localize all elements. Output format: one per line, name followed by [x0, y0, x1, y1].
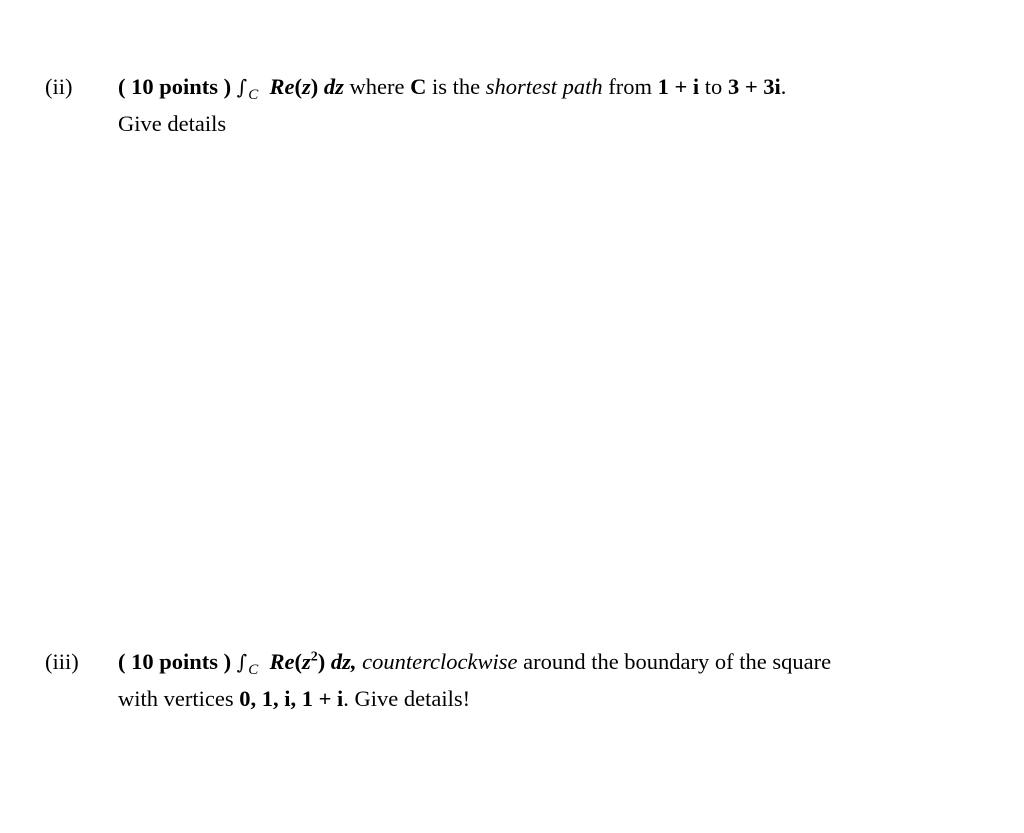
- points-label: ( 10 points ): [118, 74, 232, 99]
- problem-number: (ii): [45, 74, 73, 99]
- problem-body: [118, 70, 998, 140]
- text-to: to: [704, 74, 723, 99]
- integrand-paren-open: (: [294, 649, 302, 674]
- problem-statement-line-1: [118, 645, 998, 682]
- integrand-var: z: [301, 74, 311, 99]
- text-rest: around the boundary of the square: [523, 649, 832, 674]
- integrand-re: Re: [269, 74, 295, 99]
- problem-body: [118, 645, 998, 715]
- integral-sign: ∫: [236, 75, 248, 99]
- text-with-vertices: with vertices: [118, 686, 234, 711]
- text-give-details: . Give details!: [343, 686, 471, 711]
- text-counterclockwise: counterclockwise: [362, 649, 518, 674]
- text-where: where: [349, 74, 405, 99]
- contour-subscript: C: [248, 662, 259, 678]
- vertices-value: 0, 1, i, 1 + i: [239, 686, 344, 711]
- problem-statement-line-1: [118, 70, 998, 107]
- integrand-paren-close: ): [310, 74, 319, 99]
- points-label: ( 10 points ): [118, 649, 232, 674]
- integrand-paren-open: (: [294, 74, 302, 99]
- problem-statement-line-2: [118, 682, 998, 715]
- text-contour-c: C: [410, 74, 427, 99]
- text-shortest-path: shortest path: [485, 74, 603, 99]
- contour-subscript: C: [248, 87, 259, 103]
- integrand-re: Re: [269, 649, 295, 674]
- integral-sign: ∫: [236, 650, 248, 674]
- problem-number: (iii): [45, 649, 79, 674]
- differential: dz: [323, 74, 344, 99]
- text-from: from: [608, 74, 652, 99]
- integrand-paren-close: ): [317, 649, 326, 674]
- period: .: [780, 74, 787, 99]
- differential: dz,: [330, 649, 357, 674]
- problem-statement-line-2: Give details: [118, 111, 227, 136]
- from-value: 1 + i: [657, 74, 700, 99]
- integrand-var: z: [301, 649, 311, 674]
- integrand-exponent: 2: [310, 649, 318, 665]
- to-value: 3 + 3i: [727, 74, 781, 99]
- text-is-the: is the: [431, 74, 481, 99]
